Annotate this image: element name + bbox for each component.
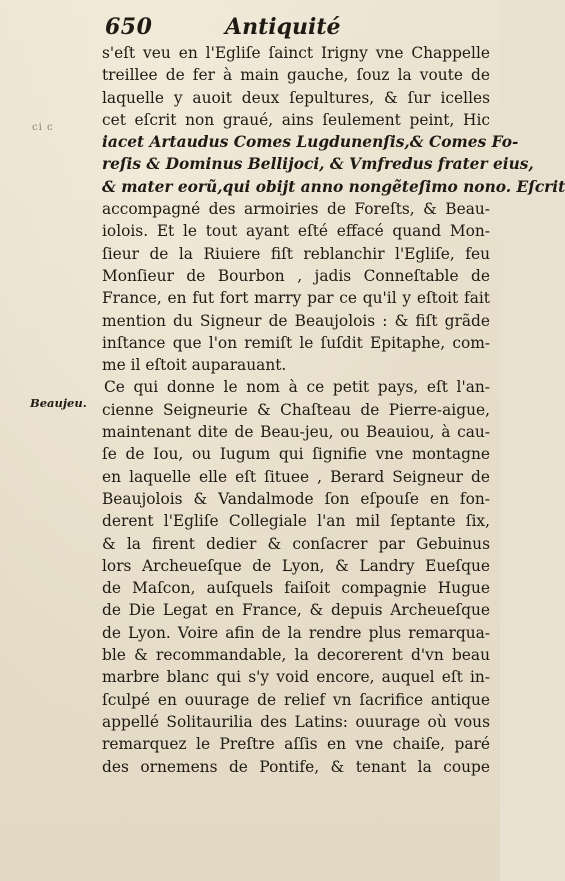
text-line: me il eſtoit auparauant. [102,356,287,375]
running-title: Antiquité [225,14,341,40]
text-line: mention du Signeur de Beaujolois : & fiſt grãde [102,311,490,330]
margin-mark: ci c [32,122,54,133]
text-line-latin: & mater eorũ,qui obijt anno nongẽteſimo nono. Eſcrit [102,177,565,196]
text-line: de Lyon. Voire afin de la rendre plus remarqua- [102,623,490,642]
text-line: cet eſcrit non graué, ains ſeulement peint, Hic [102,110,490,129]
text-line: des ornemens de Pontife, & tenant la coupe [102,757,490,776]
page-number: 650 [105,14,153,40]
text-line: inſtance que l'on remiſt le ſuſdit Epitaphe, com- [102,333,490,352]
text-line: Ce qui donne le nom à ce petit pays, eſt l'an- [104,378,490,397]
text-line: lors Archeueſque de Lyon, & Landry Eueſque [102,556,490,575]
text-line: treillee de fer à main gauche, ſouz la voute de [102,66,490,85]
text-line: derent l'Egliſe Collegiale l'an mil ſeptante ſix, [102,512,490,531]
text-line: marbre blanc qui s'y void encore, auquel eſt in- [102,668,490,687]
text-line: ſieur de la Riuiere fiſt reblanchir l'Egliſe, feu [102,244,490,263]
text-line: ſe de Iou, ou Iugum qui ſignifie vne montagne [102,445,490,464]
page-header [105,14,485,40]
text-line: de Die Legat en France, & depuis Archeueſque [102,601,490,620]
text-line-latin: reſis & Dominus Bellijoci, & Vmfredus frater eius, [102,155,534,174]
text-line: France, en fut fort marry par ce qu'il y eſtoit fait [102,289,490,308]
text-line: maintenant dite de Beau-jeu, ou Beauiou, à cau- [102,423,490,442]
text-line: & la firent dedier & conſacrer par Gebuinus [102,534,490,553]
text-line: remarquez le Preſtre aſſis en vne chaiſe, paré [102,735,490,754]
text-line: Monſieur de Bourbon , jadis Conneſtable de [102,266,490,285]
margin-note: Beaujeu. [30,396,87,410]
text-line: accompagné des armoiries de Foreſts, & Beau- [102,200,490,219]
text-line: s'eſt veu en l'Egliſe ſainct Irigny vne Chappelle [102,44,490,62]
text-line: appellé Solitaurilia des Latins: ouurage où vous [102,712,490,731]
text-line: iolois. Et le tout ayant eſté effacé quand Mon- [102,222,490,241]
text-line: ble & recommandable, la decorerent d'vn beau [102,646,490,665]
text-line-latin: iacet Artaudus Comes Lugdunenſis,& Comes Fo- [102,133,519,152]
text-line: de Maſcon, auſquels faiſoit compagnie Hugue [102,579,490,598]
text-line: cienne Seigneurie & Chaſteau de Pierre-aigue, [102,400,490,419]
text-block [102,42,565,778]
text-line: laquelle y auoit deux ſepultures, & ſur icelles [102,88,490,107]
text-line: Beaujolois & Vandalmode ſon eſpouſe en fon- [102,489,490,508]
text-line: en laquelle elle eſt ſituee , Berard Seigneur de [102,467,490,486]
text-line: ſculpé en ouurage de relief vn ſacrifice antique [102,690,490,709]
